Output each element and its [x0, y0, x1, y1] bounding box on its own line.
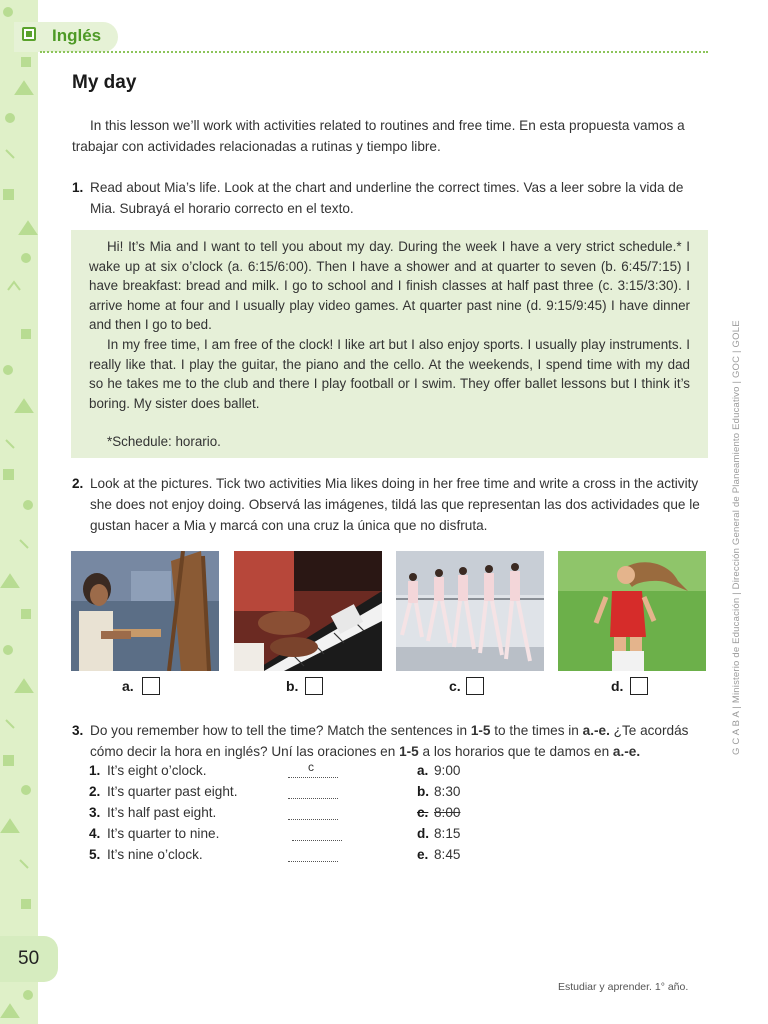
option-checkbox[interactable]	[630, 677, 648, 695]
answer-blank[interactable]	[292, 840, 342, 841]
photo-football	[558, 551, 706, 671]
time-value: 8:00	[434, 805, 461, 820]
question-number: 2.	[72, 476, 84, 491]
option-checkbox[interactable]	[466, 677, 484, 695]
photo-piano	[234, 551, 382, 671]
reading-box	[71, 230, 708, 458]
question-3	[72, 720, 708, 762]
time-letter: a.	[417, 763, 429, 778]
question-bold-3: 1-5	[399, 744, 419, 759]
header-divider	[40, 51, 708, 53]
option-letter: a.	[122, 678, 134, 694]
row-sentence: It’s quarter past eight.	[107, 784, 238, 799]
page-title: My day	[72, 72, 137, 93]
subject-label: Inglés	[52, 26, 102, 45]
answer-blank[interactable]	[288, 819, 338, 820]
matching-row	[89, 760, 649, 784]
question-text: Look at the pictures. Tick two activities Mia likes doing in her free time and write a cross in the activity she does not enjoy doing. Observá las imágenes, tildá las que representan las dos actividades que le gustan hacer a Mia y marcá con una cruz la única que no disfruta.	[90, 476, 700, 533]
time-letter: e.	[417, 847, 429, 862]
option-checkbox[interactable]	[142, 677, 160, 695]
intro-paragraph: In this lesson we’ll work with activities related to routines and free time. En esta propuesta vamos a trabajar con actividades relacionadas a rutinas y tiempo libre.	[72, 118, 685, 154]
matching-row	[89, 847, 649, 868]
answer-blank[interactable]	[288, 777, 338, 778]
time-letter: c.	[417, 805, 429, 820]
question-text-4: a los horarios que te damos en	[418, 744, 613, 759]
time-value: 8:15	[434, 826, 461, 841]
photo-painting	[71, 551, 219, 671]
left-decorative-strip	[0, 0, 38, 1024]
question-number: 1.	[72, 180, 84, 195]
row-number: 4.	[89, 826, 101, 841]
row-sentence: It’s nine o’clock.	[107, 847, 203, 862]
matching-row	[89, 805, 649, 826]
row-sentence: It’s half past eight.	[107, 805, 217, 820]
pattern-icons	[0, 0, 38, 1024]
row-number: 3.	[89, 805, 101, 820]
matching-row	[89, 784, 649, 805]
option-checkbox[interactable]	[305, 677, 323, 695]
row-sentence: It’s eight o’clock.	[107, 763, 207, 778]
answer-blank[interactable]	[288, 861, 338, 862]
row-number: 2.	[89, 784, 101, 799]
option-letter: b.	[286, 678, 299, 694]
time-letter: d.	[417, 826, 430, 841]
time-value: 8:45	[434, 847, 461, 862]
side-credits: G C A B A | Ministerio de Educación | Dirección General de Planeamiento Educativo | GOC | GOLE	[731, 320, 742, 755]
row-number: 5.	[89, 847, 101, 862]
page-number: 50	[18, 948, 40, 969]
row-number: 1.	[89, 763, 101, 778]
option-letter: d.	[611, 678, 624, 694]
time-value: 8:30	[434, 784, 461, 799]
time-letter: b.	[417, 784, 430, 799]
photo-ballet	[396, 551, 544, 671]
question-number: 3.	[72, 723, 84, 738]
reading-paragraph-1: Hi! It’s Mia and I want to tell you about my day. During the week I have a very strict schedule.* I wake up at six o’clock (a. 6:15/6:00). Then I have a shower and at quarter to seven (b. 6:45/7:15) I have breakfast: bread and milk. I go to school and I finish classes at half past three (c. 3:15/3:30). I arrive home at four and I usually play video games. At quarter past nine (d. 9:15/9:45) I have dinner and then I go to bed.	[89, 239, 690, 333]
question-text: Read about Mia’s life. Look at the chart and underline the correct times. Vas a leer sobre la vida de Mia. Subrayá el horario correcto en el texto.	[90, 180, 684, 216]
answer-blank[interactable]	[288, 798, 338, 799]
option-letter: c.	[449, 678, 461, 694]
question-bold-4: a.-e.	[612, 744, 641, 759]
book-icon	[22, 27, 36, 41]
question-text-1: Do you remember how to tell the time? Match the sentences in	[90, 723, 471, 738]
matching-row	[89, 826, 649, 847]
reading-paragraph-2: In my free time, I am free of the clock! I like art but I also enjoy sports. I usually play instruments. I really like that. I play the guitar, the piano and the cello. At the weekends, I spend time with my dad so he takes me to the club and there I play football or I swim. They offer ballet lessons but I think it’s boring. My sister does ballet.	[89, 336, 690, 411]
answer-text: c	[308, 760, 314, 774]
row-sentence: It’s quarter to nine.	[107, 826, 220, 841]
question-bold-2: a.-e.	[582, 723, 610, 738]
question-1	[72, 177, 708, 219]
question-text-2: to the times in	[490, 723, 583, 738]
question-bold-1: 1-5	[470, 723, 491, 738]
footer-text: Estudiar y aprender. 1° año.	[558, 981, 689, 993]
time-value: 9:00	[434, 763, 461, 778]
question-2	[72, 473, 708, 536]
question-text-3: ¿Te acordás cómo decir la hora en inglés? Uní las oraciones en	[90, 723, 689, 759]
reading-footnote: *Schedule: horario.	[107, 434, 221, 450]
